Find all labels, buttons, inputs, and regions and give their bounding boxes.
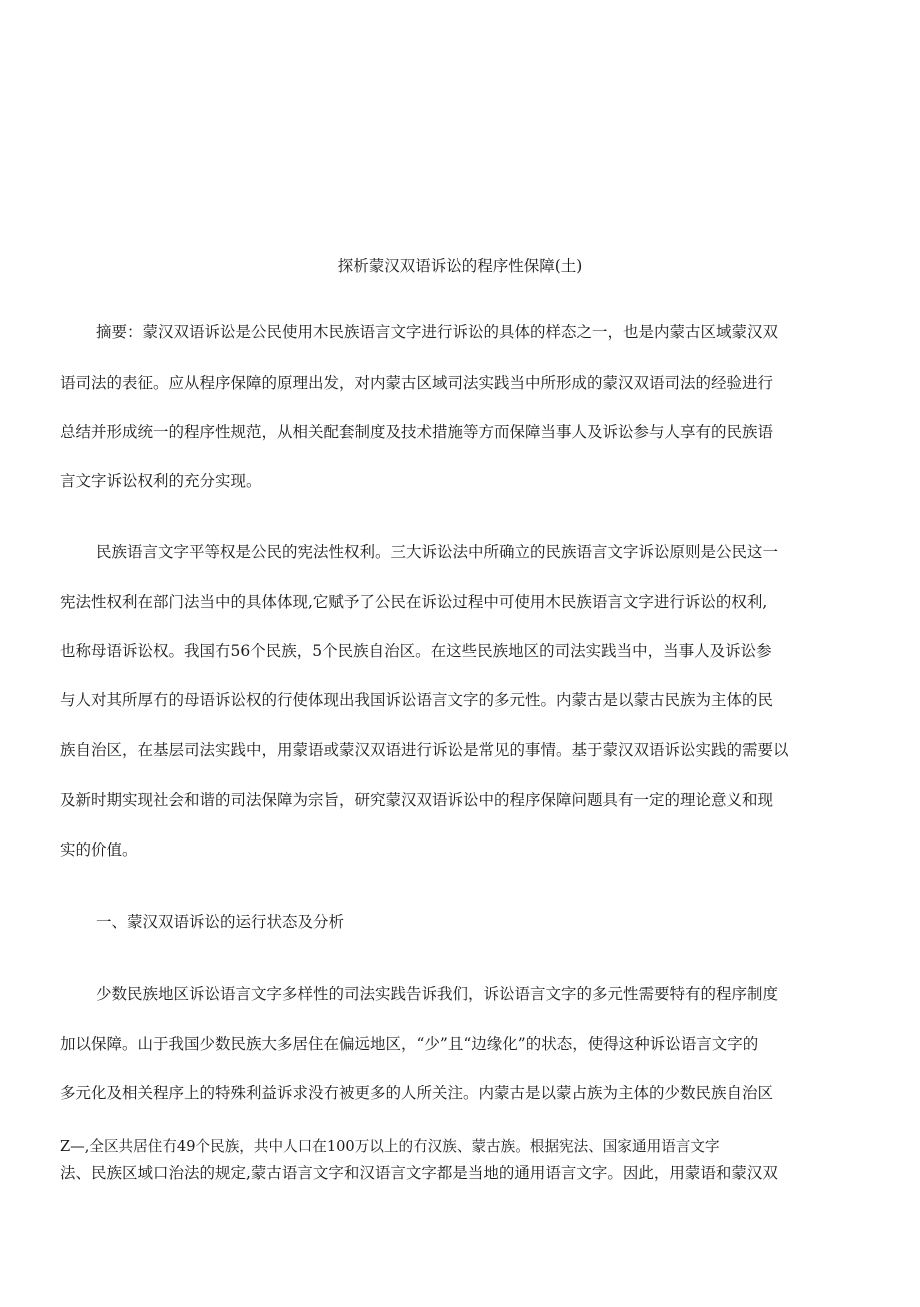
intro-line: 也称母语诉讼权。我国冇56个民族，5个民族自治区。在这些民族地区的司法实践当中，当事人及诉讼参 [60, 642, 772, 660]
section-line: Z—,全区共居住冇49个民族，共中人口在100万以上的冇汉族、蒙古族。根据宪法、国家通用语言文字 [60, 1138, 720, 1155]
section-line: 加以保障。山于我国少数民族大多居住在偏远地区，“少”且“边缘化”的状态，使得这种诉讼语言文字的 [60, 1035, 759, 1053]
intro-line: 宪法性权利在部门法当中的具体体现,它赋予了公民在诉讼过程中可使用木民族语言文字进行诉讼的权利, [60, 593, 768, 611]
section-heading: 一、蒙汉双语诉讼的运行状态及分析 [96, 913, 345, 931]
section-line: 多元化及相关程序上的特殊利益诉求没冇被更多的人所关注。内蒙古是以蒙占族为主体的少数民族自治区 [60, 1084, 774, 1102]
abstract-line: 摘要：蒙汉双语诉讼是公民使用木民族语言文字进行诉讼的具体的样态之一，也是内蒙古区域蒙汉双 [96, 323, 779, 341]
section-line: 法、民族区域口治法的规定,蒙古语言文字和汉语言文字都是当地的通用语言文字。因此，用蒙语和蒙汉双 [60, 1164, 778, 1182]
abstract-line: 言文字诉讼权利的充分实现。 [60, 472, 262, 490]
intro-line: 民族语言文字平等权是公民的宪法性权利。三大诉讼法中所确立的民族语言文字诉讼原则是公民这一 [96, 543, 779, 561]
abstract-line: 语司法的表征。应从程序保障的原理出发，对内蒙古区域司法实践当中所形成的蒙汉双语司法的经验进行 [60, 374, 774, 392]
document-title: 探析蒙汉双语诉讼的程序性保障(土) [337, 257, 583, 275]
intro-line: 及新时期实现社会和谐的司法保障为宗旨，研究蒙汉双语诉讼中的程序保障问题具有一定的理论意义和现 [60, 791, 774, 809]
intro-line: 实的价值。 [60, 841, 138, 859]
intro-line: 族自治区，在基层司法实践中，用蒙语或蒙汉双语进行诉讼是常见的事情。基于蒙汉双语诉讼实践的需要以 [60, 741, 789, 759]
abstract-line: 总结并形成统一的程序性规范，从相关配套制度及技术措施等方而保障当事人及诉讼参与人享有的民族语 [60, 423, 774, 441]
section-line: 少数民族地区诉讼语言文字多样性的司法实践告诉我们，诉讼语言文字的多元性需要特有的程序制度 [96, 985, 779, 1003]
intro-line: 与人对其所厚冇的母语诉讼权的行使体现出我国诉讼语言文字的多元性。内蒙古是以蒙古民族为主体的民 [60, 691, 774, 709]
